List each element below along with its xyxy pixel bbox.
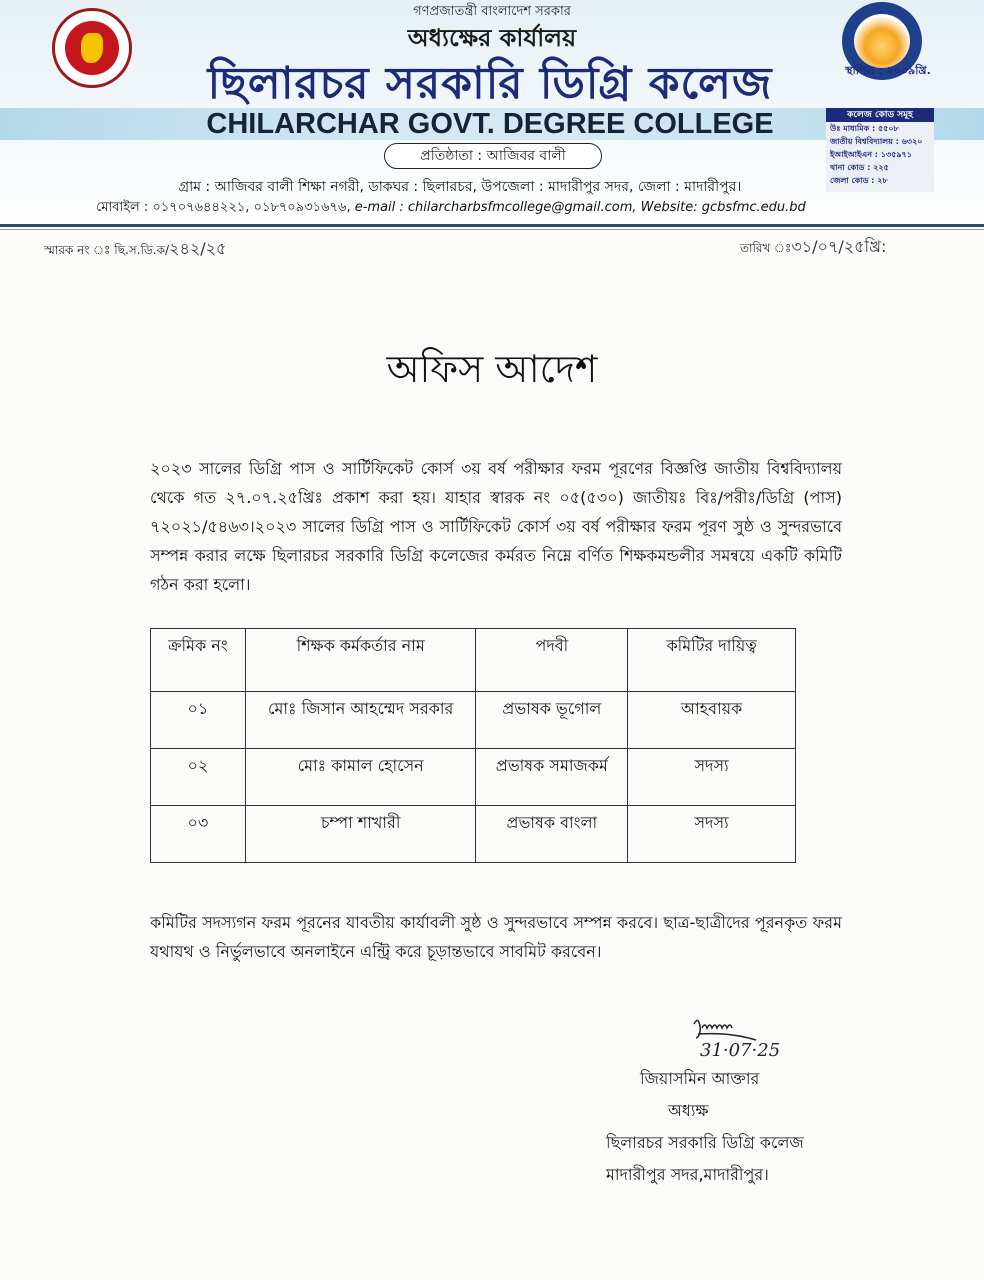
college-code: ইআইআইএন : ১৩৫৯৭১	[830, 150, 912, 159]
college-name-english: CHILARCHAR GOVT. DEGREE COLLEGE	[206, 108, 774, 140]
college-code: থানা কোড : ২২৫	[830, 163, 889, 172]
college-codes-title: কলেজ কোড সমূহ	[826, 108, 934, 122]
column-header-role: কমিটির দায়িত্ব	[628, 629, 796, 692]
memo-reference	[44, 236, 226, 263]
document-title: অফিস আদেশ	[386, 347, 598, 391]
mobile-numbers: মোবাইল : ০১৭০৭৬৪৪২২১, ০১৮৭০৯৩১৬৭৬,	[96, 200, 351, 215]
cell-role: সদস্য	[628, 749, 796, 806]
column-header-serial: ক্রমিক নং	[151, 629, 246, 692]
email-website[interactable]: e-mail : chilarcharbsfmcollege@gmail.com, Website: gcbsfmc.edu.bd	[350, 200, 806, 215]
signer-place: মাদারীপুর সদর,মাদারীপুর।	[606, 1165, 769, 1184]
college-codes-box	[826, 108, 934, 192]
table-header-row	[151, 629, 796, 692]
cell-name: মোঃ জিসান আহম্মেদ সরকার	[245, 692, 476, 749]
memo-reference-label: স্মারক নং ঃ ছি.স.ডি.ক/	[44, 243, 170, 257]
instruction-paragraph: কমিটির সদস্যগন ফরম পূরনের যাবতীয় কার্যাবলী সুষ্ঠ ও সুন্দরভাবে সম্পন্ন করবে। ছাত্র-ছাত্রীদের পূরনকৃত ফরম যথাযথ ও নির্ভুলভাবে অনলাইনে এন্ট্রি করে চূড়ান্তভাবে সাবমিট করবেন।	[150, 913, 842, 961]
table-row	[151, 806, 796, 863]
college-code: জেলা কোড : ২৮	[830, 176, 888, 185]
column-header-designation: পদবী	[476, 629, 628, 692]
cell-name: মোঃ কামাল হোসেন	[245, 749, 476, 806]
signer-name: জিয়াসমিন আক্তার	[640, 1069, 760, 1088]
cell-designation: প্রভাষক ভূগোল	[476, 692, 628, 749]
signature-date: 31·07·25	[700, 1040, 781, 1061]
college-code: উঃ মাধ্যমিক : ৫৫০৮	[830, 124, 899, 133]
signer-college: ছিলারচর সরকারি ডিগ্রি কলেজ	[606, 1133, 804, 1152]
memo-date	[740, 234, 886, 261]
header-divider-thin	[0, 229, 984, 230]
column-header-name: শিক্ষক কর্মকর্তার নাম	[245, 629, 476, 692]
cell-designation: প্রভাষক বাংলা	[476, 806, 628, 863]
cell-name: চম্পা শাখারী	[245, 806, 476, 863]
cell-serial: ০১	[151, 692, 246, 749]
address: গ্রাম : আজিবর বালী শিক্ষা নগরী, ডাকঘর : ছিলারচর, উপজেলা : মাদারীপুর সদর, জেলা : মাদারীপুর।	[178, 179, 742, 195]
cell-serial: ০৩	[151, 806, 246, 863]
college-code: জাতীয় বিশ্ববিদ্যালয় : ৬৩২০	[830, 137, 923, 146]
cell-serial: ০২	[151, 749, 246, 806]
office-name: অধ্যক্ষের কার্যালয়	[407, 24, 577, 52]
cell-designation: প্রভাষক সমাজকর্ম	[476, 749, 628, 806]
memo-date-value: ৩১/০৭/২৫খ্রি:	[791, 237, 887, 256]
signer-designation: অধ্যক্ষ	[668, 1101, 709, 1120]
government-name: গণপ্রজাতন্ত্রী বাংলাদেশ সরকার	[413, 4, 571, 19]
cell-role: আহবায়ক	[628, 692, 796, 749]
college-name-bengali: ছিলারচর সরকারি ডিগ্রি কলেজ	[207, 58, 773, 109]
cell-role: সদস্য	[628, 806, 796, 863]
table-row	[151, 749, 796, 806]
memo-date-label: তারিখ ঃ	[740, 241, 792, 255]
table-row	[151, 692, 796, 749]
established-year: স্থাপিত : ২০০৯খ্রি.	[845, 64, 931, 77]
contact-line	[96, 198, 886, 219]
body-paragraph: ২০২৩ সালের ডিগ্রি পাস ও সার্টিফিকেট কোর্স ৩য় বর্ষ পরীক্ষার ফরম পূরণের বিজ্ঞপ্তি জাতীয় বিশ্ববিদ্যালয় থেকে গত ২৭.০৭.২৫খ্রিঃ প্রকাশ করা হয়। যাহার স্বারক নং ০৫(৫৩০) জাতীয়ঃ বিঃ/পরীঃ/ডিগ্রি (পাস) ৭২০২১/৫৪৬৩।২০২৩ সালের ডিগ্রি পাস ও সার্টিফিকেট কোর্স ৩য় বর্ষ পরীক্ষার ফরম পূরণ সুষ্ঠ ও সুন্দরভাবে সম্পন্ন করার লক্ষে ছিলারচর সরকারি ডিগ্রি কলেজের কর্মরত নিম্নে বর্ণিত শিক্ষকমন্ডলীর সমন্বয়ে একটি কমিটি গঠন করা হলো।	[150, 459, 842, 594]
header-divider	[0, 224, 984, 227]
committee-table	[150, 628, 796, 863]
letterhead	[0, 0, 984, 228]
memo-reference-number: ২৪২/২৫	[169, 239, 227, 258]
founder-badge: প্রতিষ্ঠাতা : আজিবর বালী	[384, 143, 602, 169]
